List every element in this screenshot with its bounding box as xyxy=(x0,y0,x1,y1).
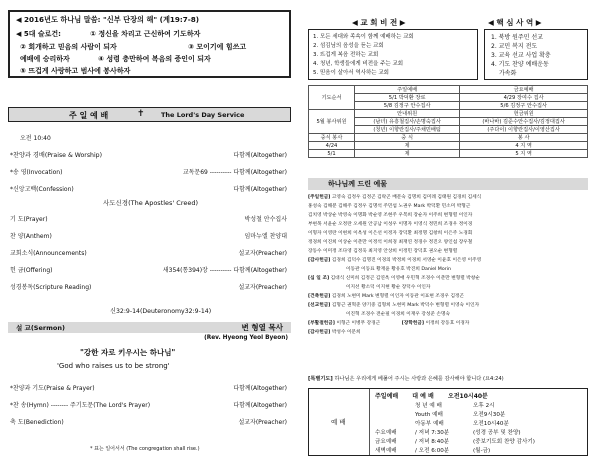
duty-cell: (주다이) 이향란집사/이영산집사 xyxy=(460,126,588,134)
order-item: 성경봉독(Scripture Reading) 설교자(Preacher) xyxy=(10,284,287,291)
duty-cell: 4 지 역 xyxy=(460,142,588,150)
offering-row: 이동관 이동표 황재윤 황유호 박진희 Daniel Morin xyxy=(346,267,451,272)
creed: 사도신경(The Apostles' Creed) xyxy=(102,199,199,207)
offering-row: 이형자 이영란 이현희 이옥성 이은선 이정자 장덕환 최정명 김창희 이은주 노경회 xyxy=(308,231,473,236)
slogan-4: ④ 성령 충만하여 복음의 증인이 되자 xyxy=(98,55,211,63)
slogan-3b: 예배에 승리하자 xyxy=(20,55,70,63)
sermon-preacher-en: (Rev. Hyeong Yeol Byeon) xyxy=(204,335,288,341)
order-item: 교회소식(Announcements) 설교자(Preacher) xyxy=(10,250,287,257)
duty-cell: 안내위원 xyxy=(355,110,460,118)
vision-item: 1. 모든 세대와 족속이 함께 예배하는 교회 xyxy=(313,34,414,40)
order-item: *찬양과 기도(Praise & Prayer) 다함께(Altogether) xyxy=(10,385,287,392)
duty-cell: (바나바) 김준수안수집사/김정대집사 xyxy=(460,118,588,126)
values-title: ◀ 핵 심 사 역 ▶ xyxy=(488,18,542,27)
offering-list xyxy=(308,194,588,354)
slogan-2: ② 회개하고 믿음의 사람이 되자 xyxy=(20,43,117,51)
duty-table xyxy=(308,85,588,158)
order-item: 기 도(Prayer) 박성철 안수집사 xyxy=(10,216,287,223)
order-list xyxy=(10,150,291,300)
order-item: 헌 금(Offering) 새354(통394)장 ---------- 다함께(Altogether) xyxy=(10,267,287,274)
offering-row: 홍성숙 김해분 김해주 김정우 김명석 주민섭 노권우 Mark 박덕환 민소미 박형근 xyxy=(308,204,471,209)
duty-cell: 봉 사 xyxy=(460,134,588,142)
special-text: 하나님은 우리에게 베풀어 주시는 사랑과 은혜를 감사해야 합니다 (요4:24) xyxy=(334,376,504,382)
duty-cell: 4/24 xyxy=(309,142,355,150)
worship-row: 청 년 예 배 오후 2시 xyxy=(415,403,495,409)
sermon-title: "강한 자로 키우시는 하나님" xyxy=(80,348,176,357)
order-item: 축 도(Benediction) 설교자(Preacher) xyxy=(10,419,287,426)
service-english: The Lord's Day Service xyxy=(161,111,245,119)
duty-label-service: 5월 봉사위원 xyxy=(309,110,355,134)
sermon-label: 설 교(Sermon) xyxy=(16,324,65,332)
offering-title: 하나님께 드린 예물 xyxy=(328,180,387,188)
values-item: 2. 교민 복지 전도 xyxy=(491,43,538,50)
service-time: 오전 10:40 xyxy=(20,135,51,142)
scripture-ref: 신32:9-14(Deuteronomy32:9-14) xyxy=(110,308,212,315)
duty-cell: 중식 봉사 xyxy=(309,134,355,142)
vision-item: 3. 뜨겁게 복음 전하는 교회 xyxy=(313,52,379,58)
order-list-2 xyxy=(10,383,291,443)
values-item: 4. 기도 찬양 예배운동 xyxy=(491,61,549,68)
values-item: 1. 북방 원주민 선교 xyxy=(491,34,544,41)
offering-row: 김치영 박상순 박영숙 이명화 박순영 조현주 우복희 장순자 이주희 변형렬 이인자 xyxy=(308,213,473,218)
duty-cell: (청년) 이향란집사/주채민배팀 xyxy=(355,126,460,134)
order-item: *신앙고백(Confession) 다함께(Altogether) xyxy=(10,186,287,193)
worship-box xyxy=(308,388,588,456)
offering-row: 이지선 황소덕 이지현 황순 장덕수 이인자 xyxy=(346,285,431,290)
sermon-preacher: 변 형열 목사 xyxy=(241,323,283,332)
vision-item: 4. 청년, 학생들에게 비전을 주는 교회 xyxy=(313,61,404,67)
values-item: 가속화 xyxy=(499,70,517,77)
offering-row: [부활절헌금] 이형근 이병무 강경근 [장학헌금] 이정희 강동호 이경자 xyxy=(308,321,470,326)
vision-title: ◀ 교 회 비 전 ▶ xyxy=(352,18,406,27)
duty-cell: 헌금위원 xyxy=(460,110,588,118)
worship-row: 새벽예배 / 오전 6:00분 (월-금) xyxy=(375,448,491,454)
duty-cell: 5/8 김정구 안수집사 xyxy=(355,102,460,110)
order-item: *찬양과 경배(Praise & Worship) 다함께(Altogether) xyxy=(10,152,287,159)
worship-row: 금요예배 / 저녁 8:40분 (중보기도회 찬양 감사기) xyxy=(375,439,535,445)
duty-cell: 5/6 김정구 안수집사 xyxy=(460,102,588,110)
duty-cell: 5 지 역 xyxy=(460,150,588,158)
duty-cell: 5/1 xyxy=(309,150,355,158)
duty-head-friday: 금요예배 xyxy=(460,86,588,94)
duty-cell: 4/29 장여수 집사 xyxy=(460,94,588,102)
offering-row: [감사헌금] 박성수 이문희 xyxy=(308,330,361,335)
vision-item: 5. 믿음이 살아서 역사하는 교회 xyxy=(313,70,389,76)
offering-row: [선교헌금] 김형근 권혁준 양기중 김형희 노현미 Mark 박덕수 변형렬 이영숙 이인자 xyxy=(308,303,480,308)
duty-cell: 중 식 xyxy=(355,134,460,142)
slogan-5: ⑤ 뜨겁게 사랑하고 범사에 봉사하자 xyxy=(20,67,131,75)
duty-cell: 제 xyxy=(355,150,460,158)
offering-header xyxy=(308,178,588,190)
worship-head: 주일예배 대 예 배 오전10시40분 xyxy=(375,393,488,400)
slogan-3: ③ 모이기에 힘쓰고 xyxy=(188,43,247,51)
duty-cell: 5/1 박덕환 장로 xyxy=(355,94,460,102)
motto-box xyxy=(8,10,291,78)
duty-label-prayer: 기도순서 xyxy=(309,86,355,110)
sermon-bar xyxy=(8,322,291,333)
order-item: *송 영(Invocation) 교독문69 ---------- 다함께(Altogether) xyxy=(10,169,287,176)
worship-label: 예 배 xyxy=(331,418,346,426)
offering-row: [건축헌금] 김경희 노현미 Mark 변형렬 이인자 이동관 이표현 조경우 김정곤 xyxy=(308,294,465,299)
service-title: 주 일 예 배 xyxy=(69,111,109,120)
cross-icon: ✝ xyxy=(137,109,145,119)
worship-row: 아동부 예배 오전10시40분 xyxy=(415,421,509,427)
sermon-title-en: 'God who raises us to be strong' xyxy=(57,362,170,370)
duty-cell: 제 xyxy=(355,142,460,150)
values-box xyxy=(484,29,588,80)
duty-cell: (남녀) 유흥철집사/손명숙집사 xyxy=(355,118,460,126)
vision-item: 2. 섬김님의 음성을 듣는 교회 xyxy=(313,43,384,49)
slogan-1: ① 정신을 차리고 근신하여 기도하자 xyxy=(90,30,201,38)
offering-row: [십 일 조] 김대식 신미희 김정곤 김연옥 이영애 우민혁 조경수 이춘만 변형렬 박창순 xyxy=(308,276,480,281)
motto-title: ◀ 2016년도 하나님 말씀: "신부 단장의 해" (계19:7-8) xyxy=(16,15,200,24)
offering-row: 정경희 이진희 이상순 이춘만 이정석 이희경 최재연 정경수 정진오 양인섭 장우철 xyxy=(308,240,473,245)
special-tag: [특별기도] xyxy=(308,376,333,382)
offering-row: 이진혁 조경수 전순필 이경희 이재우 강성준 손명숙 xyxy=(346,312,451,317)
slogan-label: ◀ 5대 슬로건: xyxy=(16,30,61,38)
order-item: 찬 양(Anthem) 임마누엘 찬양대 xyxy=(10,233,287,240)
offering-row: 부현목 서윤순 오정란 오세원 안공남 이성우 이명자 이영식 정민희 조경우 정이경 xyxy=(308,222,473,227)
footnote: * 표는 일어서서 (The congregation shall rise.) xyxy=(90,446,200,452)
values-item: 3. 교육 선교 사업 확충 xyxy=(491,52,551,59)
duty-head-sunday: 주일예배 xyxy=(355,86,460,94)
worship-row: 수요예배 / 저녁 7:30분 (성경 공부 및 찬양) xyxy=(375,430,521,436)
special-row xyxy=(308,375,588,385)
service-header xyxy=(8,107,291,122)
offering-row: [주일헌금] 고영숙 김정우 김정곤 김락곤 배문숙 김명희 김미례 김태원 김경희 김세식 xyxy=(308,195,482,200)
offering-row: [감사헌금] 김경희 김덕수 김명진 이경의 박정희 이경희 서영순 이윤호 이은영 이주영 xyxy=(308,258,482,263)
offering-row: 장동수 이미정 조다영 김정욱 최지영 안상희 이정민 장덕호 권오순 변형렬 xyxy=(308,249,458,254)
worship-row: Youth 예배 오전9시30분 xyxy=(415,412,506,418)
order-item: *찬 송(Hymn) -------- 주기도문(The Lord's Prayer) 다함께(Altogether) xyxy=(10,402,287,409)
vision-box xyxy=(308,29,478,80)
